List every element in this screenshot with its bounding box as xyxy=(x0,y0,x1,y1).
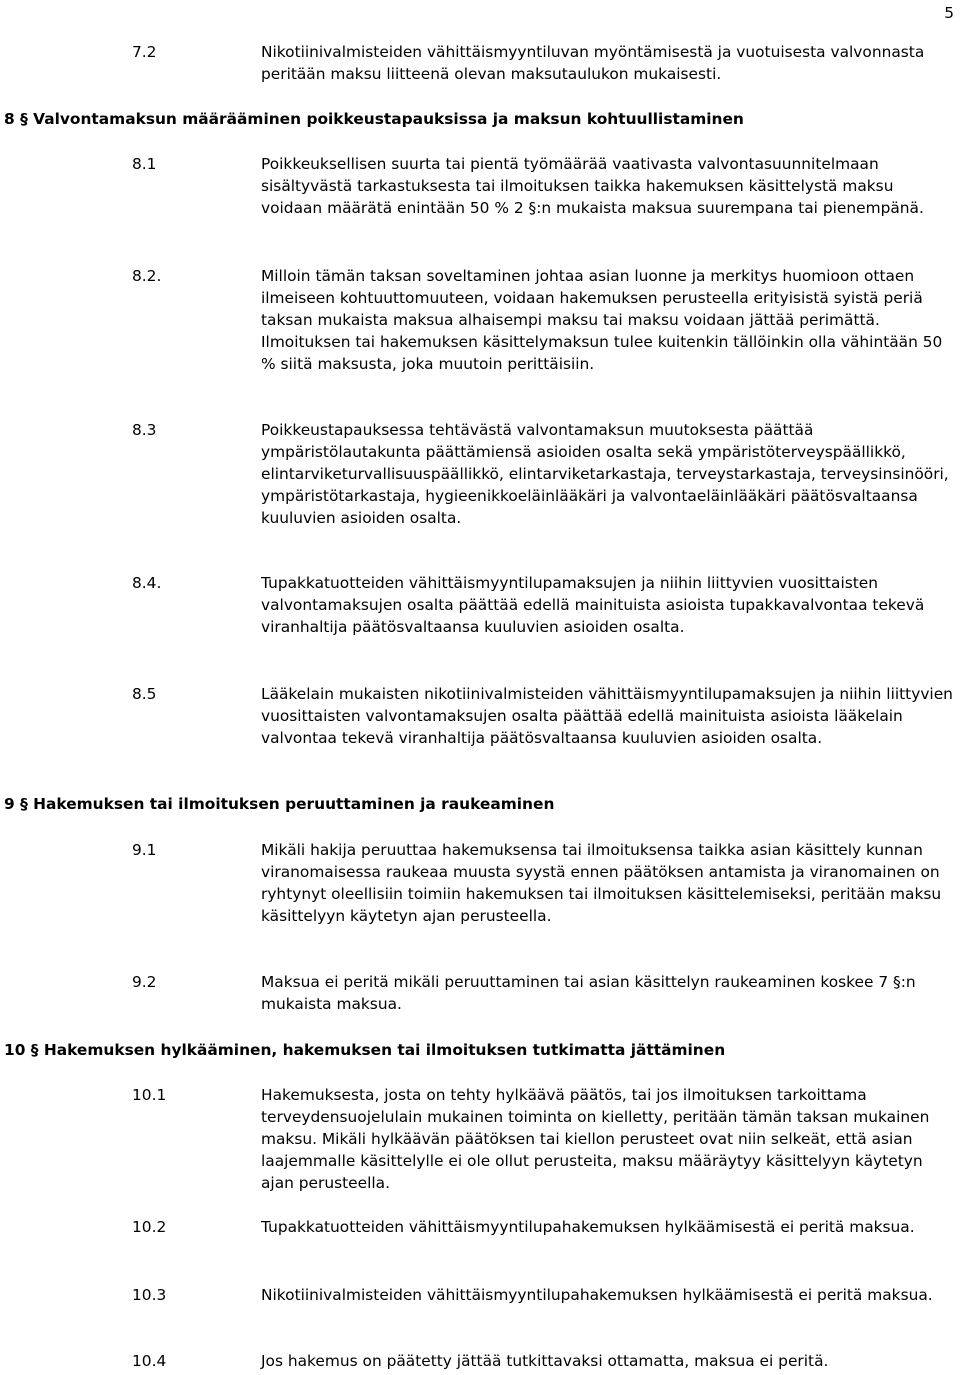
paragraph-number: 8.3 xyxy=(132,421,157,439)
paragraph-number: 10.2 xyxy=(132,1218,167,1236)
paragraph-number: 10.4 xyxy=(132,1352,167,1370)
paragraph-text: Tupakkatuotteiden vähittäismyyntilupamaksujen ja niihin liittyvien vuosittaisten valvontamaksujen osalta päättää edellä mainituista asioista tupakkavalvontaa tekevä viranhaltija päätösvaltaansa kuuluvien asioiden osalta. xyxy=(261,574,925,636)
paragraph-text: Nikotiinivalmisteiden vähittäismyyntilupahakemuksen hylkäämisestä ei peritä maksua. xyxy=(261,1286,933,1304)
section-heading-8: 8 § Valvontamaksun määrääminen poikkeustapauksissa ja maksun kohtuullistaminen xyxy=(4,110,744,128)
page-number: 5 xyxy=(944,4,954,22)
paragraph-number: 8.5 xyxy=(132,685,157,703)
paragraph-text: Mikäli hakija peruuttaa hakemuksensa tai ilmoituksensa taikka asian käsittely kunnan viranomaisessa raukeaa muusta syystä ennen päätöksen antamista ja viranomainen on ryhtynyt oleellisiin toimiin hakemuksen tai ilmoituksen käsittelemiseksi, peritään maksu käsittelyyn käytetyn ajan perusteella. xyxy=(261,841,942,925)
paragraph-number: 10.1 xyxy=(132,1086,167,1104)
paragraph-number: 8.1 xyxy=(132,155,157,173)
paragraph-number: 9.2 xyxy=(132,973,157,991)
paragraph-text: Jos hakemus on päätetty jättää tutkittavaksi ottamatta, maksua ei peritä. xyxy=(261,1352,829,1370)
section-heading-10: 10 § Hakemuksen hylkääminen, hakemuksen tai ilmoituksen tutkimatta jättäminen xyxy=(4,1041,726,1059)
paragraph-text: Maksua ei peritä mikäli peruuttaminen tai asian käsittelyn raukeaminen koskee 7 §:n mukaista maksua. xyxy=(261,973,916,1013)
paragraph-text: Poikkeustapauksessa tehtävästä valvontamaksun muutoksesta päättää ympäristölautakunta päättämiensä asioiden osalta sekä ympäristöterveyspäällikkö, elintarviketurvallisuuspäällikkö, elintarviketarkastaja, terveystarkastaja, terveysinsinööri, ympäristötarkastaja, hygieenikkoeläinlääkäri ja valvontaeläinlääkäri päätösvaltaansa kuuluvien asioiden osalta. xyxy=(261,421,949,527)
paragraph-number: 7.2 xyxy=(132,43,157,61)
paragraph-text: Hakemuksesta, josta on tehty hylkäävä päätös, tai jos ilmoituksen tarkoittama terveydensuojelulain mukainen toiminta on kielletty, peritään tämän taksan mukainen maksu. Mikäli hylkäävän päätöksen tai kiellon perusteet ovat niin selkeät, että asian laajemmalle käsittelylle ei ole ollut perusteita, maksu määräytyy käsittelyyn käytetyn ajan perusteella. xyxy=(261,1086,930,1192)
paragraph-number: 10.3 xyxy=(132,1286,167,1304)
paragraph-text: Milloin tämän taksan soveltaminen johtaa asian luonne ja merkitys huomioon ottaen ilmeiseen kohtuuttomuuteen, voidaan hakemuksen perusteella erityisistä syistä periä taksan mukaista maksua alhaisempi maksu tai maksu voidaan jättää perimättä. Ilmoituksen tai hakemuksen käsittelymaksun tulee kuitenkin tällöinkin olla vähintään 50 % siitä maksusta, joka muutoin perittäisiin. xyxy=(261,267,943,373)
paragraph-text: Nikotiinivalmisteiden vähittäismyyntiluvan myöntämisestä ja vuotuisesta valvonnasta peritään maksu liitteenä olevan maksutaulukon mukaisesti. xyxy=(261,43,925,83)
paragraph-text: Poikkeuksellisen suurta tai pientä työmäärää vaativasta valvontasuunnitelmaan sisältyvästä tarkastuksesta tai ilmoituksen taikka hakemuksen käsittelystä maksu voidaan määrätä enintään 50 % 2 §:n mukaista maksua suurempana tai pienempänä. xyxy=(261,155,924,217)
paragraph-number: 8.2. xyxy=(132,267,162,285)
paragraph-text: Lääkelain mukaisten nikotiinivalmisteiden vähittäismyyntilupamaksujen ja niihin liittyvien vuosittaisten valvontamaksujen osalta päättää edellä mainituista asioista lääkelain valvontaa tekevä viranhaltija päätösvaltaansa kuuluvien asioiden osalta. xyxy=(261,685,953,747)
section-heading-9: 9 § Hakemuksen tai ilmoituksen peruuttaminen ja raukeaminen xyxy=(4,795,555,813)
paragraph-number: 9.1 xyxy=(132,841,157,859)
paragraph-text: Tupakkatuotteiden vähittäismyyntilupahakemuksen hylkäämisestä ei peritä maksua. xyxy=(261,1218,915,1236)
paragraph-number: 8.4. xyxy=(132,574,162,592)
